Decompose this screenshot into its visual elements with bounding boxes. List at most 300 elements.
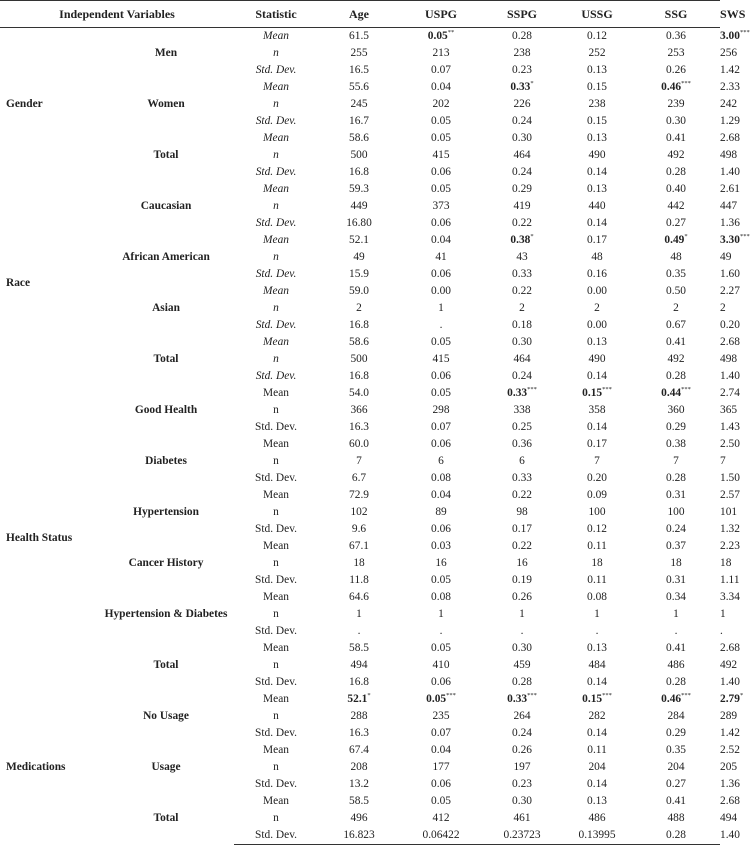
value-cell: 204 [588, 761, 606, 773]
value-cell [632, 79, 720, 96]
value-cell: 415 [432, 149, 450, 161]
cell-value: 0.05 [427, 30, 448, 42]
value-cell: . [439, 319, 443, 331]
value-cell: 0.12 [587, 30, 607, 42]
value-cell: 0.05 [431, 642, 451, 654]
table-row: Diabetes Mean 60.0 0.06 0.36 0.17 0.38 2.50 [0, 436, 720, 453]
value-cell: 410 [432, 659, 450, 671]
value-cell: 102 [350, 506, 368, 518]
statistic-cell: Mean [263, 336, 289, 348]
statistic-cell: Std. Dev. [255, 574, 297, 586]
table-row: Std. Dev. 16.3 0.07 0.25 0.14 0.29 1.43 [0, 419, 720, 436]
value-cell: 360 [667, 404, 685, 416]
table-row: n 500 415 464 490 492 498 [0, 351, 720, 368]
table-row: Health Status Good Health Mean 54.0 0.05 0.33*** 0.15*** 0.44*** 2.74 [0, 385, 720, 402]
cell-value: 0.46 [661, 693, 682, 705]
value-cell: 253 [667, 47, 685, 59]
statistic-cell: Std. Dev. [255, 64, 297, 76]
value-cell: 0.23 [512, 64, 532, 76]
value-cell: 13.2 [349, 778, 369, 790]
significance-marker: * [530, 80, 534, 87]
value-cell: 16.5 [349, 64, 369, 76]
value-cell: 239 [667, 98, 685, 110]
significance-marker: * [739, 692, 744, 699]
value-cell: 0.05 [431, 795, 451, 807]
statistic-cell: n [273, 608, 279, 620]
table-row: n 288 235 264 282 284 289 [0, 708, 720, 725]
value-cell: 0.09 [587, 489, 607, 501]
value-cell: 449 [350, 200, 368, 212]
value-cell: 18 [591, 557, 603, 569]
cell-value: 52.1 [347, 693, 368, 705]
cell-value: 0.46 [661, 81, 682, 93]
value-cell: 0.16 [587, 268, 607, 280]
value-cell: 11.8 [349, 574, 369, 586]
value-cell: 492 [667, 149, 685, 161]
value-cell: 7 [356, 455, 362, 467]
value-cell: 0.14 [587, 370, 607, 382]
table-row: Std. Dev. 16.7 0.05 0.24 0.15 0.30 1.29 [0, 113, 720, 130]
value-cell: 0.05 [431, 387, 451, 399]
value-cell: 0.28 [666, 166, 686, 178]
value-cell: 0.06 [431, 523, 451, 535]
header-ssg: SSG [632, 1, 720, 28]
value-cell: 1 [519, 608, 525, 620]
cell-value: 2.79 [720, 693, 740, 705]
table-row: Race Caucasian Mean 59.3 0.05 0.29 0.13 0.40 2.61 [0, 181, 720, 198]
value-cell: 0.13 [587, 183, 607, 195]
value-cell: 16.8 [349, 319, 369, 331]
value-cell: 0.41 [666, 795, 686, 807]
table-row: Std. Dev. 16.5 0.07 0.23 0.13 0.26 1.42 [0, 62, 720, 79]
statistic-cell: Std. Dev. [255, 727, 297, 739]
significance-marker: *** [739, 233, 750, 240]
value-cell: 0.28 [666, 472, 686, 484]
value-cell: 1 [673, 608, 679, 620]
table-row: Cancer History Mean 67.1 0.03 0.22 0.11 0.37 2.23 [0, 538, 720, 555]
value-cell: 0.04 [431, 744, 451, 756]
value-cell: 7 [594, 455, 600, 467]
value-cell: 58.6 [349, 132, 369, 144]
value-cell: 0.13 [587, 132, 607, 144]
cell-value: 0.38 [510, 234, 531, 246]
significance-marker: *** [602, 386, 612, 393]
table-row: Std. Dev. 16.8 0.06 0.24 0.14 0.28 1.40 [0, 164, 720, 181]
value-cell: 0.33 [512, 472, 532, 484]
value-cell: 0.38 [666, 438, 686, 450]
value-cell: 16.3 [349, 727, 369, 739]
value-cell: 0.14 [587, 778, 607, 790]
value-cell: 55.6 [349, 81, 369, 93]
cell-value: 3.30 [720, 234, 740, 246]
value-cell: 0.22 [512, 489, 532, 501]
significance-marker: ** [447, 29, 455, 36]
cell-value: 0.15 [582, 693, 603, 705]
value-cell: 0.26 [512, 591, 532, 603]
value-cell: 0.37 [666, 540, 686, 552]
table-row: n 500 415 464 490 492 498 [0, 147, 720, 164]
table-row: Asian Mean 59.0 0.00 0.22 0.00 0.50 2.27 [0, 283, 720, 300]
value-cell: 0.28 [666, 370, 686, 382]
value-cell [482, 79, 562, 96]
table-row [0, 232, 720, 249]
statistic-cell: Std. Dev. [234, 827, 318, 845]
value-cell: 0.30 [512, 336, 532, 348]
table-row: Std. Dev. 16.8 0.06 0.24 0.14 0.28 1.40 [0, 368, 720, 385]
table-row: n 1 1 1 1 1 1 [0, 606, 720, 623]
value-cell: 6 [519, 455, 525, 467]
value-cell: 0.08 [431, 591, 451, 603]
statistic-cell: Mean [263, 81, 289, 93]
value-cell: 16.823 [318, 827, 400, 845]
value-cell [482, 691, 562, 708]
value-cell: 255 [350, 47, 368, 59]
statistic-cell: Std. Dev. [255, 676, 297, 688]
table-row: n 2 1 2 2 2 2 [0, 300, 720, 317]
value-cell: 0.22 [512, 217, 532, 229]
value-cell: 0.41 [666, 132, 686, 144]
cell-value: 0.49 [664, 234, 685, 246]
value-cell: 338 [513, 404, 531, 416]
value-cell: 0.28 [666, 676, 686, 688]
table-row: n 366 298 338 358 360 365 [0, 402, 720, 419]
statistic-cell: n [273, 353, 279, 365]
value-cell: 0.11 [587, 540, 607, 552]
value-cell: 2 [356, 302, 362, 314]
table-row: Usage Mean 67.4 0.04 0.26 0.11 0.35 2.52 [0, 742, 720, 759]
value-cell: 54.0 [349, 387, 369, 399]
statistic-cell: n [273, 47, 279, 59]
value-cell: 16.8 [349, 166, 369, 178]
value-cell: 0.17 [512, 523, 532, 535]
value-cell: 464 [513, 353, 531, 365]
value-cell: 0.06 [431, 217, 451, 229]
value-cell: 0.03 [431, 540, 451, 552]
subgroup-label: Usage [151, 761, 181, 773]
table-row: Std. Dev. 16.3 0.07 0.24 0.14 0.29 1.42 [0, 725, 720, 742]
value-cell: 0.31 [666, 489, 686, 501]
value-cell: 0.27 [666, 778, 686, 790]
value-cell: 0.04 [431, 489, 451, 501]
value-cell: 0.24 [512, 727, 532, 739]
value-cell [482, 232, 562, 249]
value-cell: 0.13 [587, 64, 607, 76]
value-cell: 49 [353, 251, 365, 263]
statistic-cell: Mean [263, 438, 289, 450]
statistic-cell: Mean [263, 693, 289, 705]
value-cell: 0.15 [587, 115, 607, 127]
value-cell: 18 [670, 557, 682, 569]
statistic-cell: Mean [263, 30, 289, 42]
table-row: Std. Dev. . . . . . . [0, 623, 720, 640]
header-statistic: Statistic [234, 1, 318, 28]
value-cell: 288 [350, 710, 368, 722]
value-cell [562, 691, 632, 708]
value-cell: 0.31 [666, 574, 686, 586]
significance-marker: * [530, 233, 534, 240]
subgroup-label: Hypertension & Diabetes [104, 608, 228, 620]
subgroup-label: Hypertension [133, 506, 199, 518]
value-cell: 48 [670, 251, 682, 263]
value-cell: 0.41 [666, 642, 686, 654]
header-sspg: SSPG [482, 1, 562, 28]
value-cell: 0.29 [666, 727, 686, 739]
table-row: n 255 213 238 252 253 256 [0, 45, 720, 62]
statistic-cell: Std. Dev. [255, 319, 297, 331]
value-cell: 440 [588, 200, 606, 212]
value-cell: 264 [513, 710, 531, 722]
value-cell: 98 [516, 506, 528, 518]
value-cell: 488 [667, 812, 685, 824]
table-row [0, 691, 720, 708]
subgroup-label: Men [154, 47, 178, 59]
value-cell: 490 [588, 353, 606, 365]
value-cell: 16.8 [349, 676, 369, 688]
value-cell: 58.6 [349, 336, 369, 348]
value-cell: 0.36 [512, 438, 532, 450]
value-cell: 494 [350, 659, 368, 671]
value-cell: 0.28 [512, 676, 532, 688]
value-cell: 16.8 [349, 370, 369, 382]
significance-marker: * [367, 692, 371, 699]
value-cell: 16 [516, 557, 528, 569]
value-cell: 0.35 [666, 744, 686, 756]
significance-marker: *** [527, 386, 537, 393]
value-cell: 0.05 [431, 574, 451, 586]
value-cell: 72.9 [349, 489, 369, 501]
value-cell: 16 [435, 557, 447, 569]
value-cell: 461 [513, 812, 531, 824]
value-cell: 60.0 [349, 438, 369, 450]
significance-marker: *** [681, 692, 691, 699]
value-cell: 100 [588, 506, 606, 518]
value-cell: 1 [356, 608, 362, 620]
value-cell: 48 [591, 251, 603, 263]
value-cell: 41 [435, 251, 447, 263]
statistic-cell: n [273, 455, 279, 467]
statistic-cell: Std. Dev. [255, 217, 297, 229]
value-cell: 282 [588, 710, 606, 722]
value-cell [632, 385, 720, 402]
statistic-cell: Mean [263, 591, 289, 603]
value-cell: 366 [350, 404, 368, 416]
table-row: Std. Dev. 16.8 . 0.18 0.00 0.67 0.20 [0, 317, 720, 334]
value-cell: 0.25 [512, 421, 532, 433]
value-cell: 61.5 [349, 30, 369, 42]
value-cell: 486 [667, 659, 685, 671]
value-cell: 0.07 [431, 421, 451, 433]
table-row: n 245 202 226 238 239 242 [0, 96, 720, 113]
value-cell: 0.06 [431, 778, 451, 790]
value-cell: 208 [350, 761, 368, 773]
statistic-cell: Mean [263, 642, 289, 654]
value-cell: 0.08 [431, 472, 451, 484]
value-cell: 0.24 [512, 115, 532, 127]
value-cell: 15.9 [349, 268, 369, 280]
statistic-cell: Mean [263, 183, 289, 195]
value-cell: 0.24 [512, 370, 532, 382]
value-cell: 202 [432, 98, 450, 110]
value-cell: 0.14 [587, 217, 607, 229]
table-row: n 49 41 43 48 48 49 [0, 249, 720, 266]
value-cell: 7 [673, 455, 679, 467]
value-cell: 6 [438, 455, 444, 467]
value-cell: 0.20 [587, 472, 607, 484]
value-cell: 0.23723 [482, 827, 562, 845]
value-cell: 0.30 [512, 795, 532, 807]
value-cell: 0.41 [666, 336, 686, 348]
significance-marker: * [684, 233, 688, 240]
value-cell: 0.04 [431, 81, 451, 93]
header-age: Age [318, 1, 400, 28]
value-cell: 0.29 [512, 183, 532, 195]
value-cell: 0.50 [666, 285, 686, 297]
value-cell: 0.06422 [400, 827, 482, 845]
value-cell: 245 [350, 98, 368, 110]
value-cell: 59.0 [349, 285, 369, 297]
statistic-cell: Std. Dev. [255, 115, 297, 127]
cell-value: 0.33 [507, 387, 528, 399]
value-cell: 0.00 [587, 319, 607, 331]
value-cell: 0.17 [587, 234, 607, 246]
table-row: Std. Dev. 16.8 0.06 0.28 0.14 0.28 1.40 [0, 674, 720, 691]
value-cell: 58.5 [349, 795, 369, 807]
value-cell: 0.06 [431, 438, 451, 450]
group-label: Health Status [6, 531, 73, 544]
significance-marker: *** [681, 386, 691, 393]
table-row: Hypertension Mean 72.9 0.04 0.22 0.09 0.31 2.57 [0, 487, 720, 504]
value-cell: 0.11 [587, 744, 607, 756]
group-label: Gender [6, 98, 43, 110]
value-cell: 0.05 [431, 336, 451, 348]
table-row: n 208 177 197 204 204 205 [0, 759, 720, 776]
subgroup-label: Cancer History [128, 557, 204, 569]
value-cell: 500 [350, 353, 368, 365]
value-cell: 0.04 [431, 234, 451, 246]
value-cell: 0.14 [587, 727, 607, 739]
statistic-cell: n [273, 710, 279, 722]
value-cell: 238 [588, 98, 606, 110]
statistic-cell: n [273, 149, 279, 161]
statistic-cell: n [273, 659, 279, 671]
value-cell: 58.5 [349, 642, 369, 654]
statistic-cell: Mean [263, 795, 289, 807]
value-cell: 2 [673, 302, 679, 314]
subgroup-label: Total [153, 353, 179, 365]
subgroup-label: Total [153, 149, 179, 161]
table-row: Total Mean 58.5 0.05 0.30 0.13 0.41 2.68 [0, 793, 720, 810]
subgroup-label: Good Health [134, 404, 198, 416]
value-cell: 0.19 [512, 574, 532, 586]
statistic-cell: Mean [263, 489, 289, 501]
value-cell: 0.14 [587, 421, 607, 433]
value-cell: 459 [513, 659, 531, 671]
value-cell: 0.40 [666, 183, 686, 195]
cell-value: 0.44 [661, 387, 682, 399]
value-cell: 0.00 [587, 285, 607, 297]
table-row [0, 28, 720, 46]
value-cell: 0.22 [512, 540, 532, 552]
statistic-cell: n [273, 98, 279, 110]
value-cell: 0.13 [587, 795, 607, 807]
value-cell: 0.67 [666, 319, 686, 331]
statistic-cell: Std. Dev. [255, 523, 297, 535]
value-cell: 177 [432, 761, 450, 773]
table-row: n 494 410 459 484 486 492 [0, 657, 720, 674]
statistic-cell: Std. Dev. [255, 421, 297, 433]
statistic-cell: Std. Dev. [255, 625, 297, 637]
subgroup-label: Caucasian [140, 200, 192, 212]
value-cell: 0.13 [587, 336, 607, 348]
statistic-cell: Mean [263, 387, 289, 399]
value-cell: 0.23 [512, 778, 532, 790]
statistic-cell: n [273, 506, 279, 518]
value-cell [400, 691, 482, 708]
significance-marker: *** [739, 29, 750, 36]
statistic-cell: n [273, 812, 279, 824]
value-cell: 284 [667, 710, 685, 722]
value-cell: 1 [594, 608, 600, 620]
statistic-cell: Std. Dev. [255, 778, 297, 790]
value-cell: 0.26 [512, 744, 532, 756]
subgroup-label: Total [153, 659, 179, 671]
value-cell: 0.24 [512, 166, 532, 178]
value-cell: 16.7 [349, 115, 369, 127]
value-cell: 18 [353, 557, 365, 569]
value-cell: 0.14 [587, 676, 607, 688]
value-cell: 464 [513, 149, 531, 161]
table-row: Std. Dev. 16.823 0.06422 0.23723 0.13995 0.28 1.40 [0, 827, 720, 845]
value-cell: 43 [516, 251, 528, 263]
table-row: Std. Dev. 11.8 0.05 0.19 0.11 0.31 1.11 [0, 572, 720, 589]
value-cell [632, 691, 720, 708]
value-cell: 358 [588, 404, 606, 416]
value-cell: 0.00 [431, 285, 451, 297]
value-cell: 496 [350, 812, 368, 824]
value-cell: 373 [432, 200, 450, 212]
value-cell: 2 [519, 302, 525, 314]
subgroup-label: Asian [152, 302, 180, 314]
value-cell: 0.13995 [562, 827, 632, 845]
value-cell: 52.1 [349, 234, 369, 246]
cell-value: 3.00 [720, 30, 740, 42]
value-cell: 0.11 [587, 574, 607, 586]
value-cell: 0.05 [431, 115, 451, 127]
cell-value: 0.33 [510, 81, 531, 93]
statistic-cell: Std. Dev. [255, 268, 297, 280]
value-cell: 0.07 [431, 727, 451, 739]
value-cell: 415 [432, 353, 450, 365]
value-cell: 484 [588, 659, 606, 671]
value-cell: 298 [432, 404, 450, 416]
value-cell: 0.28 [512, 30, 532, 42]
table-row: Hypertension & Diabetes Mean 64.6 0.08 0.26 0.08 0.34 3.34 [0, 589, 720, 606]
table-row: Women Mean 55.6 0.04 0.33* 0.15 0.46*** 2.33 [0, 79, 720, 96]
table-row: n 449 373 419 440 442 447 [0, 198, 720, 215]
table-row: Total Mean 58.6 0.05 0.30 0.13 0.41 2.68 [0, 130, 720, 147]
table-row: n 7 6 6 7 7 7 [0, 453, 720, 470]
value-cell: 0.12 [587, 523, 607, 535]
statistic-cell: Mean [263, 285, 289, 297]
value-cell: 0.24 [666, 523, 686, 535]
value-cell: 0.07 [431, 64, 451, 76]
value-cell: 16.80 [346, 217, 372, 229]
table-row: n 496 412 461 486 488 494 [0, 810, 720, 827]
value-cell: 235 [432, 710, 450, 722]
value-cell: 500 [350, 149, 368, 161]
value-cell: 0.13 [587, 642, 607, 654]
value-cell: 0.27 [666, 217, 686, 229]
